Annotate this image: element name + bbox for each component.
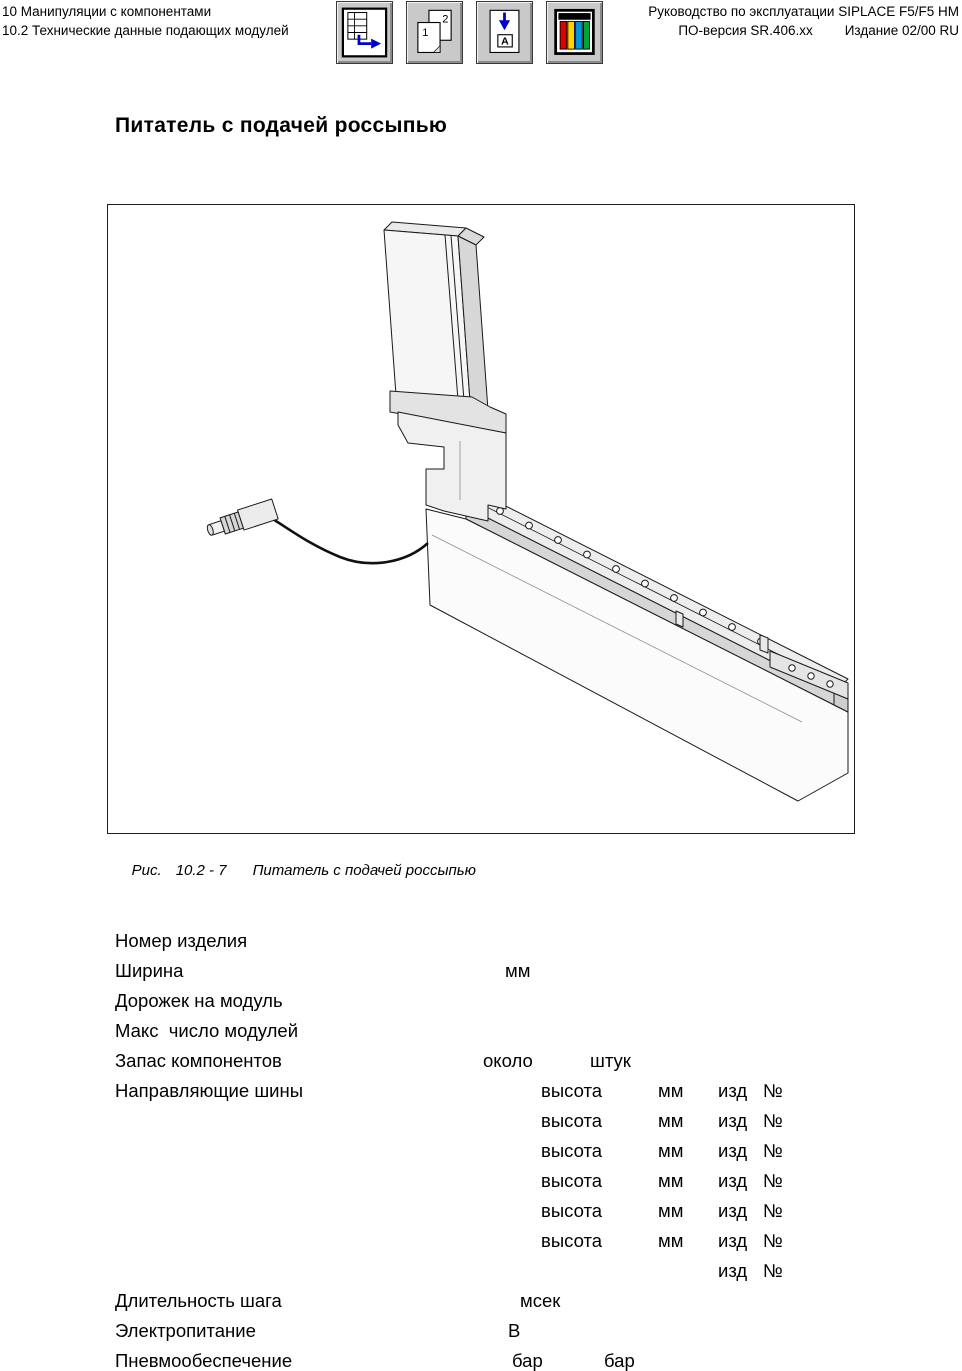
spec-unit: В — [508, 1320, 521, 1341]
svg-text:2: 2 — [442, 13, 449, 26]
spec-height: высота — [541, 1140, 603, 1161]
spec-row — [115, 1346, 860, 1371]
header-toolbar — [336, 1, 603, 64]
header-edition: Издание 02/00 RU — [844, 23, 959, 38]
header-right — [648, 2, 959, 40]
color-register-icon — [551, 7, 598, 58]
spec-height: высота — [541, 1200, 603, 1221]
toolbar-button-pages-1-2[interactable] — [406, 1, 463, 64]
toolbar-button-color-register[interactable] — [546, 1, 603, 64]
spec-unit: мм — [658, 1110, 684, 1131]
spec-no: № — [763, 1080, 783, 1101]
spec-izd: изд — [718, 1200, 748, 1221]
spec-label: Направляющие шины — [115, 1080, 304, 1101]
spec-label: Макс число модулей — [115, 1020, 299, 1041]
spec-height: высота — [541, 1110, 603, 1131]
spec-unit: мм — [658, 1080, 684, 1101]
magazine-tube — [384, 222, 488, 410]
spec-row — [115, 1316, 860, 1346]
figure-box — [107, 204, 855, 834]
spec-label: Номер изделия — [115, 930, 248, 951]
table-jump-icon — [341, 7, 388, 58]
spec-row — [115, 1286, 860, 1316]
spec-row — [115, 1016, 860, 1046]
bulk-feeder-drawing — [108, 205, 854, 833]
header-doc-title: Руководство по эксплуатации SIPLACE F5/F5 HM — [648, 4, 959, 19]
spec-izd: изд — [718, 1110, 748, 1131]
spec-no: № — [763, 1110, 783, 1131]
header-sw-version: ПО-версия SR.406.xx — [678, 23, 813, 38]
spec-row — [115, 1046, 860, 1076]
toolbar-button-page-insert-a[interactable] — [476, 1, 533, 64]
page-insert-a-icon — [481, 7, 528, 58]
spec-unit: мсек — [520, 1290, 561, 1311]
feed-rail — [426, 493, 848, 801]
spec-height: высота — [541, 1080, 603, 1101]
spec-unit: мм — [505, 960, 531, 981]
spec-label: Длительность шага — [115, 1290, 282, 1311]
header-left — [2, 2, 289, 40]
page-title: Питатель с подачей россыпью — [115, 114, 448, 137]
spec-no: № — [763, 1200, 783, 1221]
spec-height: высота — [541, 1230, 603, 1251]
header-version-line — [648, 21, 959, 40]
cable — [271, 518, 428, 563]
spec-unit: штук — [590, 1050, 631, 1071]
spec-izd: изд — [718, 1080, 748, 1101]
svg-text:1: 1 — [422, 26, 429, 39]
spec-table — [115, 926, 860, 1371]
spec-label: Запас компонентов — [115, 1050, 282, 1071]
spec-unit: мм — [658, 1140, 684, 1161]
svg-text:A: A — [501, 35, 509, 48]
spec-row — [115, 986, 860, 1016]
spec-row — [115, 1136, 860, 1166]
spec-no: № — [763, 1170, 783, 1191]
caption-text: Питатель с подачей россыпью — [252, 862, 476, 879]
header-chapter: 10 Манипуляции с компонентами — [2, 4, 212, 19]
spec-label: Электропитание — [115, 1320, 256, 1341]
spec-row — [115, 1256, 860, 1286]
spec-label: Пневмообеспечение — [115, 1350, 293, 1371]
header-section: 10.2 Технические данные подающих модулей — [2, 23, 289, 38]
figure-caption — [115, 845, 476, 896]
spec-row — [115, 1106, 860, 1136]
feeder-head — [390, 391, 506, 521]
caption-number: 10.2 - 7 — [175, 862, 227, 879]
spec-izd: изд — [718, 1230, 748, 1251]
spec-unit: бар — [512, 1350, 543, 1371]
spec-no: № — [763, 1260, 783, 1281]
spec-height: высота — [541, 1170, 603, 1191]
spec-unit: мм — [658, 1170, 684, 1191]
spec-row — [115, 1226, 860, 1256]
spec-unit: бар — [604, 1350, 635, 1371]
spec-row — [115, 956, 860, 986]
caption-prefix: Рис. — [131, 862, 162, 879]
toolbar-button-table-jump[interactable] — [336, 1, 393, 64]
spec-row — [115, 1196, 860, 1226]
spec-unit: мм — [658, 1230, 684, 1251]
spec-izd: изд — [718, 1170, 748, 1191]
spec-approx: около — [483, 1050, 533, 1071]
spec-izd: изд — [718, 1140, 748, 1161]
spec-row — [115, 926, 860, 956]
spec-unit: мм — [658, 1200, 684, 1221]
spec-no: № — [763, 1230, 783, 1251]
spec-row — [115, 1076, 860, 1106]
spec-no: № — [763, 1140, 783, 1161]
connector-plug — [205, 499, 279, 541]
spec-label: Ширина — [115, 960, 184, 981]
spec-label: Дорожек на модуль — [115, 990, 283, 1011]
pages-1-2-icon — [411, 7, 458, 58]
spec-row — [115, 1166, 860, 1196]
spec-izd: изд — [718, 1260, 748, 1281]
